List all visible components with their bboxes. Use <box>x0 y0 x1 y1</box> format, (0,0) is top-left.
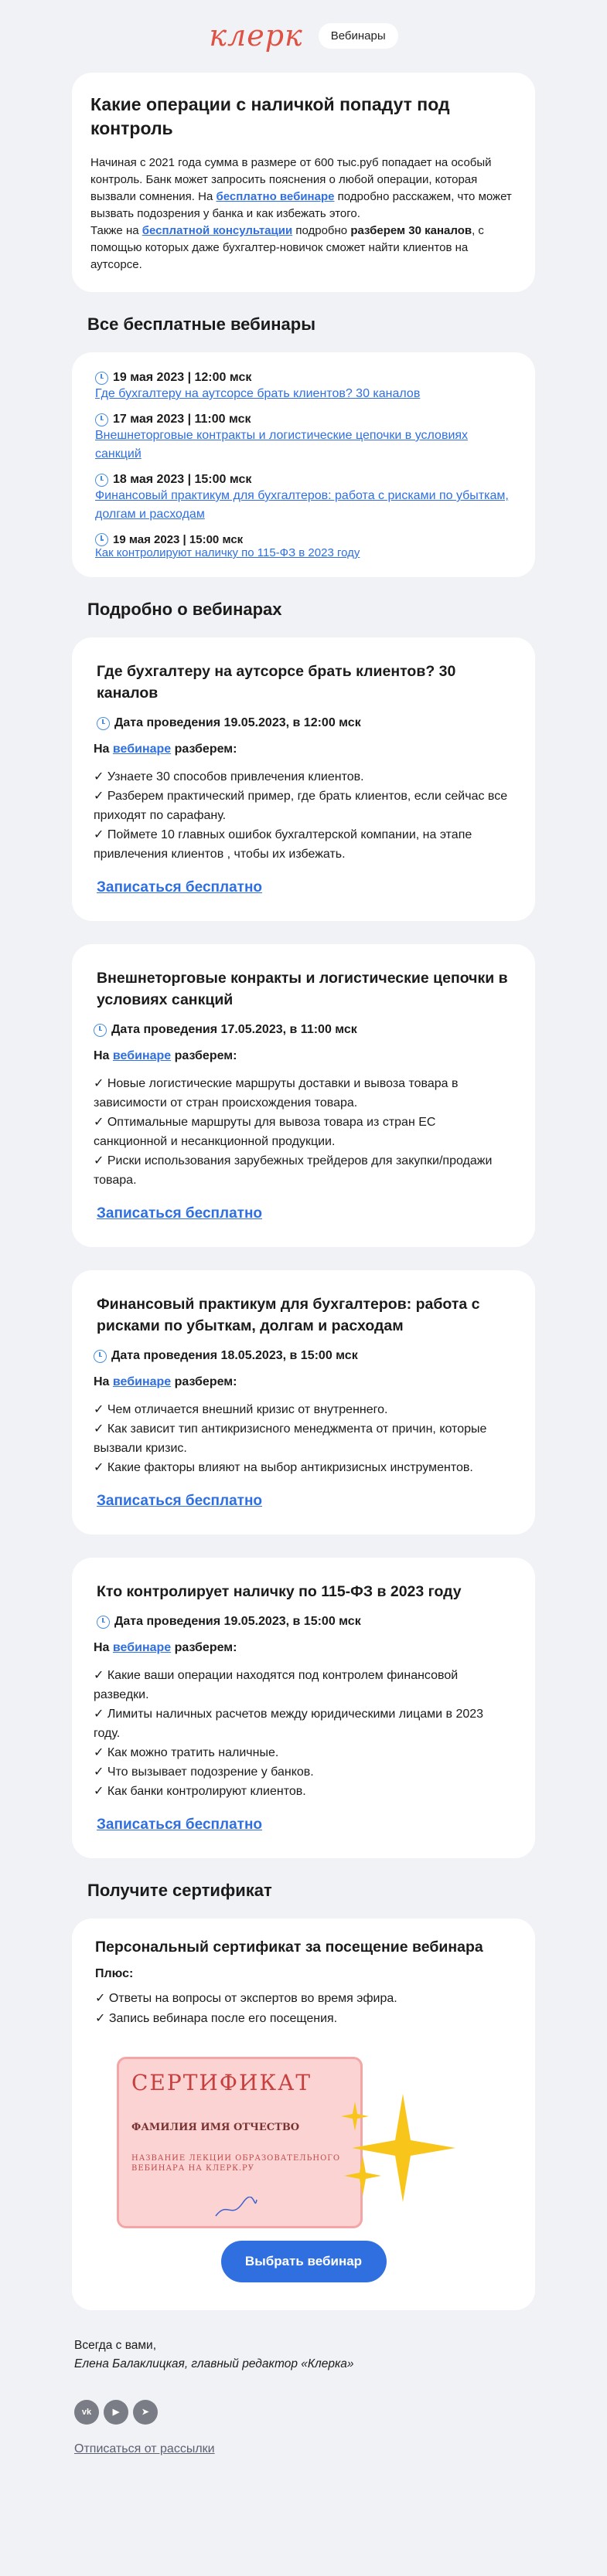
certificate-paper <box>117 2057 363 2228</box>
intro-text: , с помощью которых даже бухгалтер-новичок сможет найти клиентов на аутсорсе. <box>90 224 484 271</box>
footer-signature: Елена Балаклицкая, главный редактор «Клерка» <box>74 2357 354 2370</box>
list-item <box>95 473 515 524</box>
certificate-points <box>95 1989 512 2029</box>
intro-paragraph-2 <box>90 223 517 274</box>
webinar-intro-text: разберем: <box>171 743 237 756</box>
clock-icon <box>95 372 108 385</box>
webinar-intro-text: На <box>94 743 113 756</box>
telegram-icon[interactable]: ➤ <box>133 2400 158 2425</box>
header <box>0 0 607 71</box>
intro-text: Начиная с 2021 года сумма в размере от 600 тыс.руб попадает на особый контроль. Банк может запросить пояснения о любой операции, которая вызвали сомнения. На <box>90 156 492 203</box>
intro-title: Какие операции с наличкой попадут под контроль <box>90 94 450 138</box>
all-webinars-title: Все бесплатные вебинары <box>87 314 315 334</box>
intro-text: Также на <box>90 224 142 237</box>
webinar-title: Где бухгалтеру на аутсорсе брать клиентов? 30 каналов <box>97 663 456 702</box>
vk-icon[interactable]: vk <box>74 2400 99 2425</box>
list-item: ✓ Что вызывает подозрение у банков. <box>94 1765 314 1779</box>
list-item: ✓ Узнаете 30 способов привлечения клиентов. <box>94 770 364 783</box>
certificate-image-small-text <box>131 2114 348 2119</box>
intro-bold: разберем 30 каналов <box>350 224 472 237</box>
webinar-title: Финансовый практикум для бухгалтеров: работа с рисками по убыткам, долгам и расходам <box>97 1296 480 1334</box>
certificate-image-name: ФАМИЛИЯ ИМЯ ОТЧЕСТВО <box>131 2122 300 2133</box>
webinar-title: Кто контролирует наличку по 115-ФЗ в 2023 году <box>97 1583 462 1600</box>
list-item: ✓ Какие ваши операции находятся под контролем финансовой разведки. <box>94 1669 459 1701</box>
certificate-image-small-text <box>131 2144 348 2149</box>
webinar-intro-text: На <box>94 1641 113 1654</box>
webinar-intro-text: На <box>94 1049 113 1062</box>
header-badge[interactable]: Вебинары <box>319 23 398 49</box>
list-item <box>95 413 515 464</box>
sparkle-icon <box>341 2086 457 2217</box>
list-item: ✓ Как зависит тип антикризисного менеджмента от причин, которые вызвали кризис. <box>94 1422 487 1455</box>
certificate-card <box>72 1918 535 2310</box>
list-item-link[interactable]: Внешнеторговые контракты и логистические цепочки в условиях санкций <box>95 429 469 460</box>
clock-icon <box>94 1024 107 1037</box>
list-item-date: 19 мая 2023 | 15:00 мск <box>113 533 244 546</box>
list-item: ✓ Какие факторы влияют на выбор антикризисных инструментов. <box>94 1461 473 1474</box>
certificate-title: Персональный сертификат за посещение вебинара <box>95 1939 483 1956</box>
webinar-points <box>94 1400 510 1477</box>
list-item-link[interactable]: Финансовый практикум для бухгалтеров: работа с рисками по убыткам, долгам и расходам <box>95 489 509 521</box>
webinar-date: Дата проведения 18.05.2023, в 15:00 мск <box>111 1349 358 1362</box>
webinar-link[interactable]: вебинаре <box>112 1641 172 1654</box>
webinar-intro-text: разберем: <box>171 1049 237 1062</box>
webinar-intro <box>94 1641 510 1655</box>
list-item: ✓ Ответы на вопросы от экспертов во время эфира. <box>95 1992 397 2005</box>
list-item: ✓ Лимиты наличных расчетов между юридическими лицами в 2023 году. <box>94 1708 484 1740</box>
list-item-date: 19 мая 2023 | 12:00 мск <box>113 371 252 384</box>
certificate-image-title: СЕРТИФИКАТ <box>131 2070 312 2095</box>
list-item: ✓ Оптимальные маршруты для вывоза товара из стран ЕС санкционной и несанкционной продукции. <box>94 1116 436 1148</box>
clock-icon <box>95 474 108 487</box>
footer <box>0 2310 607 2459</box>
webinar-title: Внешнеторговые конракты и логистические цепочки в условиях санкций <box>97 970 508 1008</box>
webinar-link[interactable]: вебинаре <box>112 1049 172 1062</box>
details-title: Подробно о вебинарах <box>87 600 282 619</box>
logo[interactable]: клерк <box>209 19 303 53</box>
webinar-card <box>72 637 535 921</box>
unsubscribe-link[interactable]: Отписаться от рассылки <box>74 2442 215 2455</box>
signup-link[interactable]: Записаться бесплатно <box>97 879 263 895</box>
signature-icon <box>212 2197 258 2220</box>
signup-link[interactable]: Записаться бесплатно <box>97 1205 263 1222</box>
intro-consult-link[interactable]: бесплатной консультации <box>142 224 293 237</box>
webinar-list <box>72 352 535 577</box>
webinar-points <box>94 1074 510 1190</box>
intro-text: подробно расскажем, что может вызвать подозрения у банка и как избежать этого. <box>90 190 512 220</box>
list-item-date: 17 мая 2023 | 11:00 мск <box>113 413 251 426</box>
clock-icon <box>94 1350 107 1363</box>
webinar-date: Дата проведения 19.05.2023, в 12:00 мск <box>114 716 361 729</box>
webinar-intro <box>94 743 510 756</box>
intro-text: подробно <box>292 224 351 237</box>
certificate-section-title: Получите сертификат <box>87 1881 272 1900</box>
webinar-intro-text: На <box>94 1375 113 1388</box>
list-item: ✓ Запись вебинара после его посещения. <box>95 2012 338 2025</box>
list-item-link[interactable]: Как контролируют наличку по 115-ФЗ в 2023 году <box>95 546 360 559</box>
certificate-image-course: НАЗВАНИЕ ЛЕКЦИИ ОБРАЗОВАТЕЛЬНОГО ВЕБИНАРА НА КЛЕРК.РУ <box>131 2154 341 2173</box>
list-item-date: 18 мая 2023 | 15:00 мск <box>113 473 252 486</box>
list-item-link[interactable]: Где бухгалтеру на аутсорсе брать клиентов? 30 каналов <box>95 387 421 400</box>
clock-icon <box>95 533 108 546</box>
webinar-card <box>72 1558 535 1858</box>
list-item: ✓ Новые логистические маршруты доставки и вывоза товара в зависимости от стран происхождения товара. <box>94 1077 459 1110</box>
signup-link[interactable]: Записаться бесплатно <box>97 1493 263 1509</box>
signup-link[interactable]: Записаться бесплатно <box>97 1816 263 1833</box>
list-item: ✓ Как можно тратить наличные. <box>94 1746 279 1759</box>
webinar-intro-text: разберем: <box>171 1641 237 1654</box>
clock-icon <box>95 413 108 427</box>
clock-icon <box>97 1616 110 1629</box>
youtube-icon[interactable]: ▶ <box>104 2400 128 2425</box>
list-item <box>95 533 515 560</box>
webinar-intro <box>94 1049 510 1063</box>
choose-webinar-button[interactable]: Выбрать вебинар <box>221 2241 387 2282</box>
list-item: ✓ Разберем практический пример, где брать клиентов, если сейчас все приходят по сарафану. <box>94 790 508 822</box>
list-item: ✓ Как банки контролируют клиентов. <box>94 1785 306 1798</box>
webinar-link[interactable]: вебинаре <box>112 1375 172 1388</box>
social-links <box>74 2400 607 2425</box>
clock-icon <box>97 717 110 730</box>
list-item <box>95 371 515 403</box>
webinar-date: Дата проведения 19.05.2023, в 15:00 мск <box>114 1615 361 1628</box>
certificate-image-subtitle <box>131 2095 348 2100</box>
webinar-card <box>72 944 535 1247</box>
list-item: ✓ Чем отличается внешний кризис от внутреннего. <box>94 1403 388 1416</box>
intro-card <box>72 73 535 292</box>
webinar-link[interactable]: вебинаре <box>112 743 172 756</box>
webinar-intro-text: разберем: <box>171 1375 237 1388</box>
intro-paragraph-1 <box>90 155 517 223</box>
webinar-points <box>94 767 510 864</box>
webinar-date: Дата проведения 17.05.2023, в 11:00 мск <box>111 1023 357 1036</box>
certificate-plus: Плюс: <box>95 1967 134 1980</box>
footer-greeting: Всегда с вами, <box>74 2339 156 2352</box>
webinar-card <box>72 1270 535 1534</box>
list-item: ✓ Риски использования зарубежных трейдеров для закупки/продажи товара. <box>94 1154 493 1187</box>
webinar-points <box>94 1666 510 1801</box>
webinar-intro <box>94 1375 510 1389</box>
certificate-image <box>95 2040 512 2233</box>
list-item: ✓ Поймете 10 главных ошибок бухгалтерской компании, на этапе привлечения клиентов , чтобы их избежать. <box>94 828 472 861</box>
intro-webinar-link[interactable]: бесплатно вебинаре <box>216 190 335 203</box>
